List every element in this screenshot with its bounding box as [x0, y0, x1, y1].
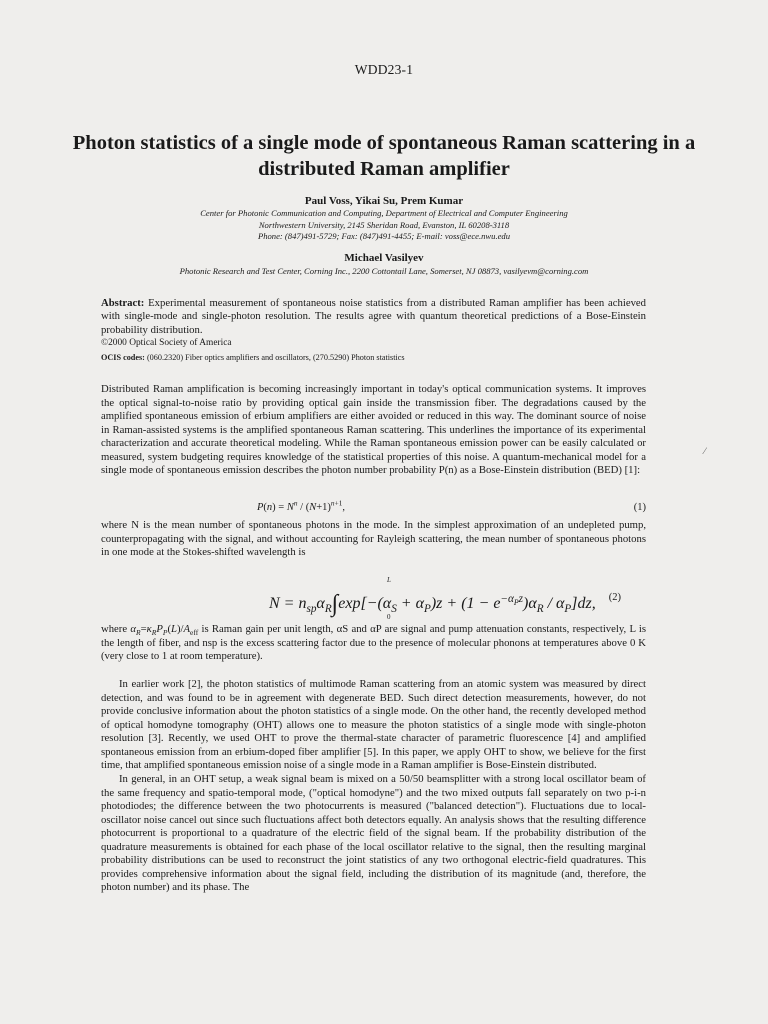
equation-1 [101, 498, 646, 518]
second-author-affiliation: Photonic Research and Test Center, Corning Inc., 2200 Cottontail Lane, Somerset, NJ 08873, vasilyevm@corning.com [179, 266, 589, 276]
equation-1-number: (1) [633, 502, 646, 513]
equation-1-formula: $P(n) = N^n / (N+1)^{n+1}$, [257, 498, 346, 513]
abstract [101, 297, 646, 364]
affiliation-line: Phone: (847)491-5729; Fax: (847)491-4455; E-mail: voss@ece.nwu.edu [257, 231, 511, 241]
abstract-text: Experimental measurement of spontaneous noise statistics from a distributed Raman amplifier has been achieved with single-mode and single-photon resolution. The results agree with quantum theoretical predictions of a Bose-Einstein probability distribution. [101, 297, 646, 336]
copyright-line: ©2000 Optical Society of America [101, 338, 232, 349]
affiliation-line: Northwestern University, 2145 Sheridan Road, Evanston, IL 60208-3118 [258, 219, 510, 230]
abstract-label: Abstract: [101, 297, 145, 309]
paper-title: Photon statistics of a single mode of spontaneous Raman scattering in a distributed Raman amplifier [72, 132, 696, 180]
ocis-label: OCIS codes: [101, 352, 145, 362]
paragraph-definitions: where $\alpha_R=\kappa_RP_P(L)/A_{eff}$ is Raman gain per unit length, αS and αP are signal and pump attenuation constants, respectively, L is the length of fiber, and nsp is the excess scattering factor due to the presence of molecular phonons at temperatures above 0 K (very close to 1 at room temperature). [101, 623, 646, 662]
paragraph-mean-photons: where N is the mean number of spontaneous photons in the mode. In the simplest approximation of an undepleted pump, counterpropagating with the signal, and without accounting for Rayleigh scattering, the mean number of spontaneous photons in one mode at the Stokes-shifted wavelength is [101, 519, 646, 558]
paragraph-earlier-work: In earlier work [2], the photon statistics of multimode Raman scattering from an atomic system was measured by direct detection, and was found to be in agreement with degenerate BED. Such direct detection measurements, however, do not provide conclusive information about the photon statistics of a single mode. On the other hand, the recently developed method of optical homodyne tomography (OHT) allows one to measure the photon statistics of a single mode with single-photon resolution [3]. Recently, we used OHT to prove the thermal-state character of parametric fluorescence [4] and amplified spontaneous emission from an erbium-doped fiber amplifier [5]. In this paper, we apply OHT to show, we believe for the first time, that amplified spontaneous emission noise of a single mode in a Raman amplifier is Bose-Einstein distributed. [101, 678, 646, 771]
equation-2-formula: $N = n_{sp}\alpha_R\int\exp[-(\alpha_S + \alpha_P)z + (1 - e^{-\alpha_Pz})\alpha_R / \alpha_P]dz$, L 0 [269, 576, 596, 621]
equation-2-number: (2) [608, 592, 621, 603]
affiliation-line: Center for Photonic Communication and Computing, Department of Electrical and Computer Engineering [200, 208, 568, 218]
definitions-text: is Raman gain per unit length, αS and αP are signal and pump attenuation constants, respectively, L is the length of fiber, and nsp is the excess scattering factor due to the presence of molecular phonons at temperatures above 0 K (very close to 1 at room temperature). [101, 623, 646, 662]
second-author: Michael Vasilyev [344, 252, 424, 264]
ocis-codes: (060.2320) Fiber optics amplifiers and oscillators, (270.5290) Photon statistics [146, 352, 405, 362]
paragraph-intro: Distributed Raman amplification is becoming increasingly important in today's optical communication systems. It improves the optical signal-to-noise ratio by providing optical gain inside the transmission fiber. The degradations caused by the amplified spontaneous emission of erbium amplifiers are either avoided or reduced in this way. The dominant source of noise in Raman-assisted systems is the amplified spontaneous Raman scattering. This underlines the importance of its experimental characterization and accurate theoretical modeling. While the Raman spontaneous emission power can be easily calculated or measured, system budgeting requires knowledge of the statistical properties of this noise. A quantum-mechanical model for a single mode of spontaneous emission describes the photon number probability P(n) as a Bose-Einstein distribution (BED) [1]: [101, 383, 646, 476]
author-list: Paul Voss, Yikai Su, Prem Kumar [304, 195, 464, 207]
equation-2 [101, 576, 646, 624]
author-affiliation [100, 208, 668, 243]
scan-mark: ⁄ [704, 446, 706, 456]
paper-id: WDD23-1 [354, 62, 414, 77]
paragraph-oht-setup: In general, in an OHT setup, a weak signal beam is mixed on a 50/50 beamsplitter with a strong local oscillator beam of the same frequency and spatio-temporal mode, ("optical homodyne") and the two mixed outputs fall separately on two p-i-n photodiodes; the difference between the two photocurrents is measured ("balanced detection"). Fluctuations due to local-oscillator noise cancel out since such fluctuations affect both detectors equally. An analysis shows that the resulting difference photocurrent is proportional to a quadrature of the electric field of the signal beam. If the probability distribution of the quadrature measurements is obtained for each phase of the local oscillator relative to the signal, then the resulting marginal probability distributions can be used to reconstruct the joint statistics of any two orthogonal electric-field quadratures. This provides comprehensive information about the signal field, including the distribution of its magnitude (and, therefore, the photon number) and its phase. The [101, 773, 646, 893]
ocis-line [101, 351, 646, 364]
